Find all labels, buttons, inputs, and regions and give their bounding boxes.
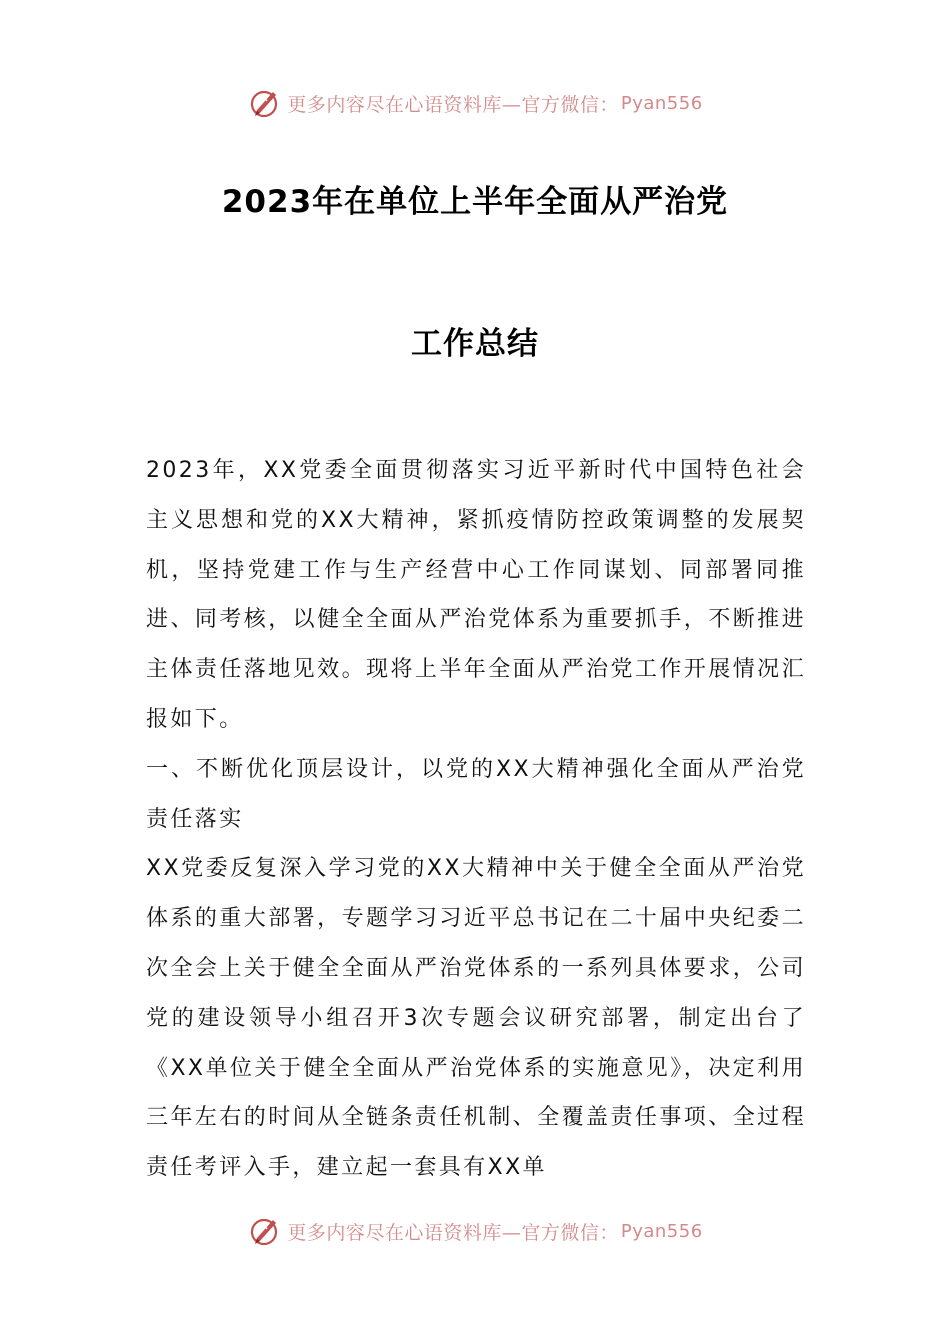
watermark-text: 更多内容尽在心语资料库—官方微信： — [287, 93, 619, 116]
document-title-line2: 工作总结 — [411, 326, 539, 362]
section-heading-1: 一、不断优化顶层设计，以党的XX大精神强化全面从严治党责任落实 — [146, 756, 806, 832]
pen-logo-icon — [247, 85, 283, 121]
pen-logo-icon — [247, 1213, 283, 1249]
paragraph-intro: 2023年，XX党委全面贯彻落实习近平新时代中国特色社会主义思想和党的XX大精神，紧抓疫情防控政策调整的发展契机，坚持党建工作与生产经营中心工作同谋划、同部署同推进、同考核，以健全全面从严治党体系为重要抓手，不断推进主体责任落地见效。现将上半年全面从严治党工作开展情况汇报如下。 — [146, 458, 806, 732]
watermark-wechat-id: Pyan556 — [620, 1220, 703, 1242]
watermark-text: 更多内容尽在心语资料库—官方微信： — [287, 1221, 619, 1244]
document-title-line1: 2023年在单位上半年全面从严治党 — [221, 184, 729, 220]
watermark-header — [0, 83, 950, 123]
document-body — [146, 446, 806, 1193]
paragraph-section-1: XX党委反复深入学习党的XX大精神中关于健全全面从严治党体系的重大部署，专题学习习近平总书记在二十届中央纪委二次全会上关于健全全面从严治党体系的一系列具体要求，公司党的建设领导小组召开3次专题会议研究部署，制定出台了《XX单位关于健全全面从严治党体系的实施意见》，决定利用三年左右的时间从全链条责任机制、全覆盖责任事项、全过程责任考评入手，建立起一套具有XX单 — [146, 856, 806, 1181]
watermark-footer — [0, 1211, 950, 1251]
watermark-wechat-id: Pyan556 — [620, 92, 703, 114]
